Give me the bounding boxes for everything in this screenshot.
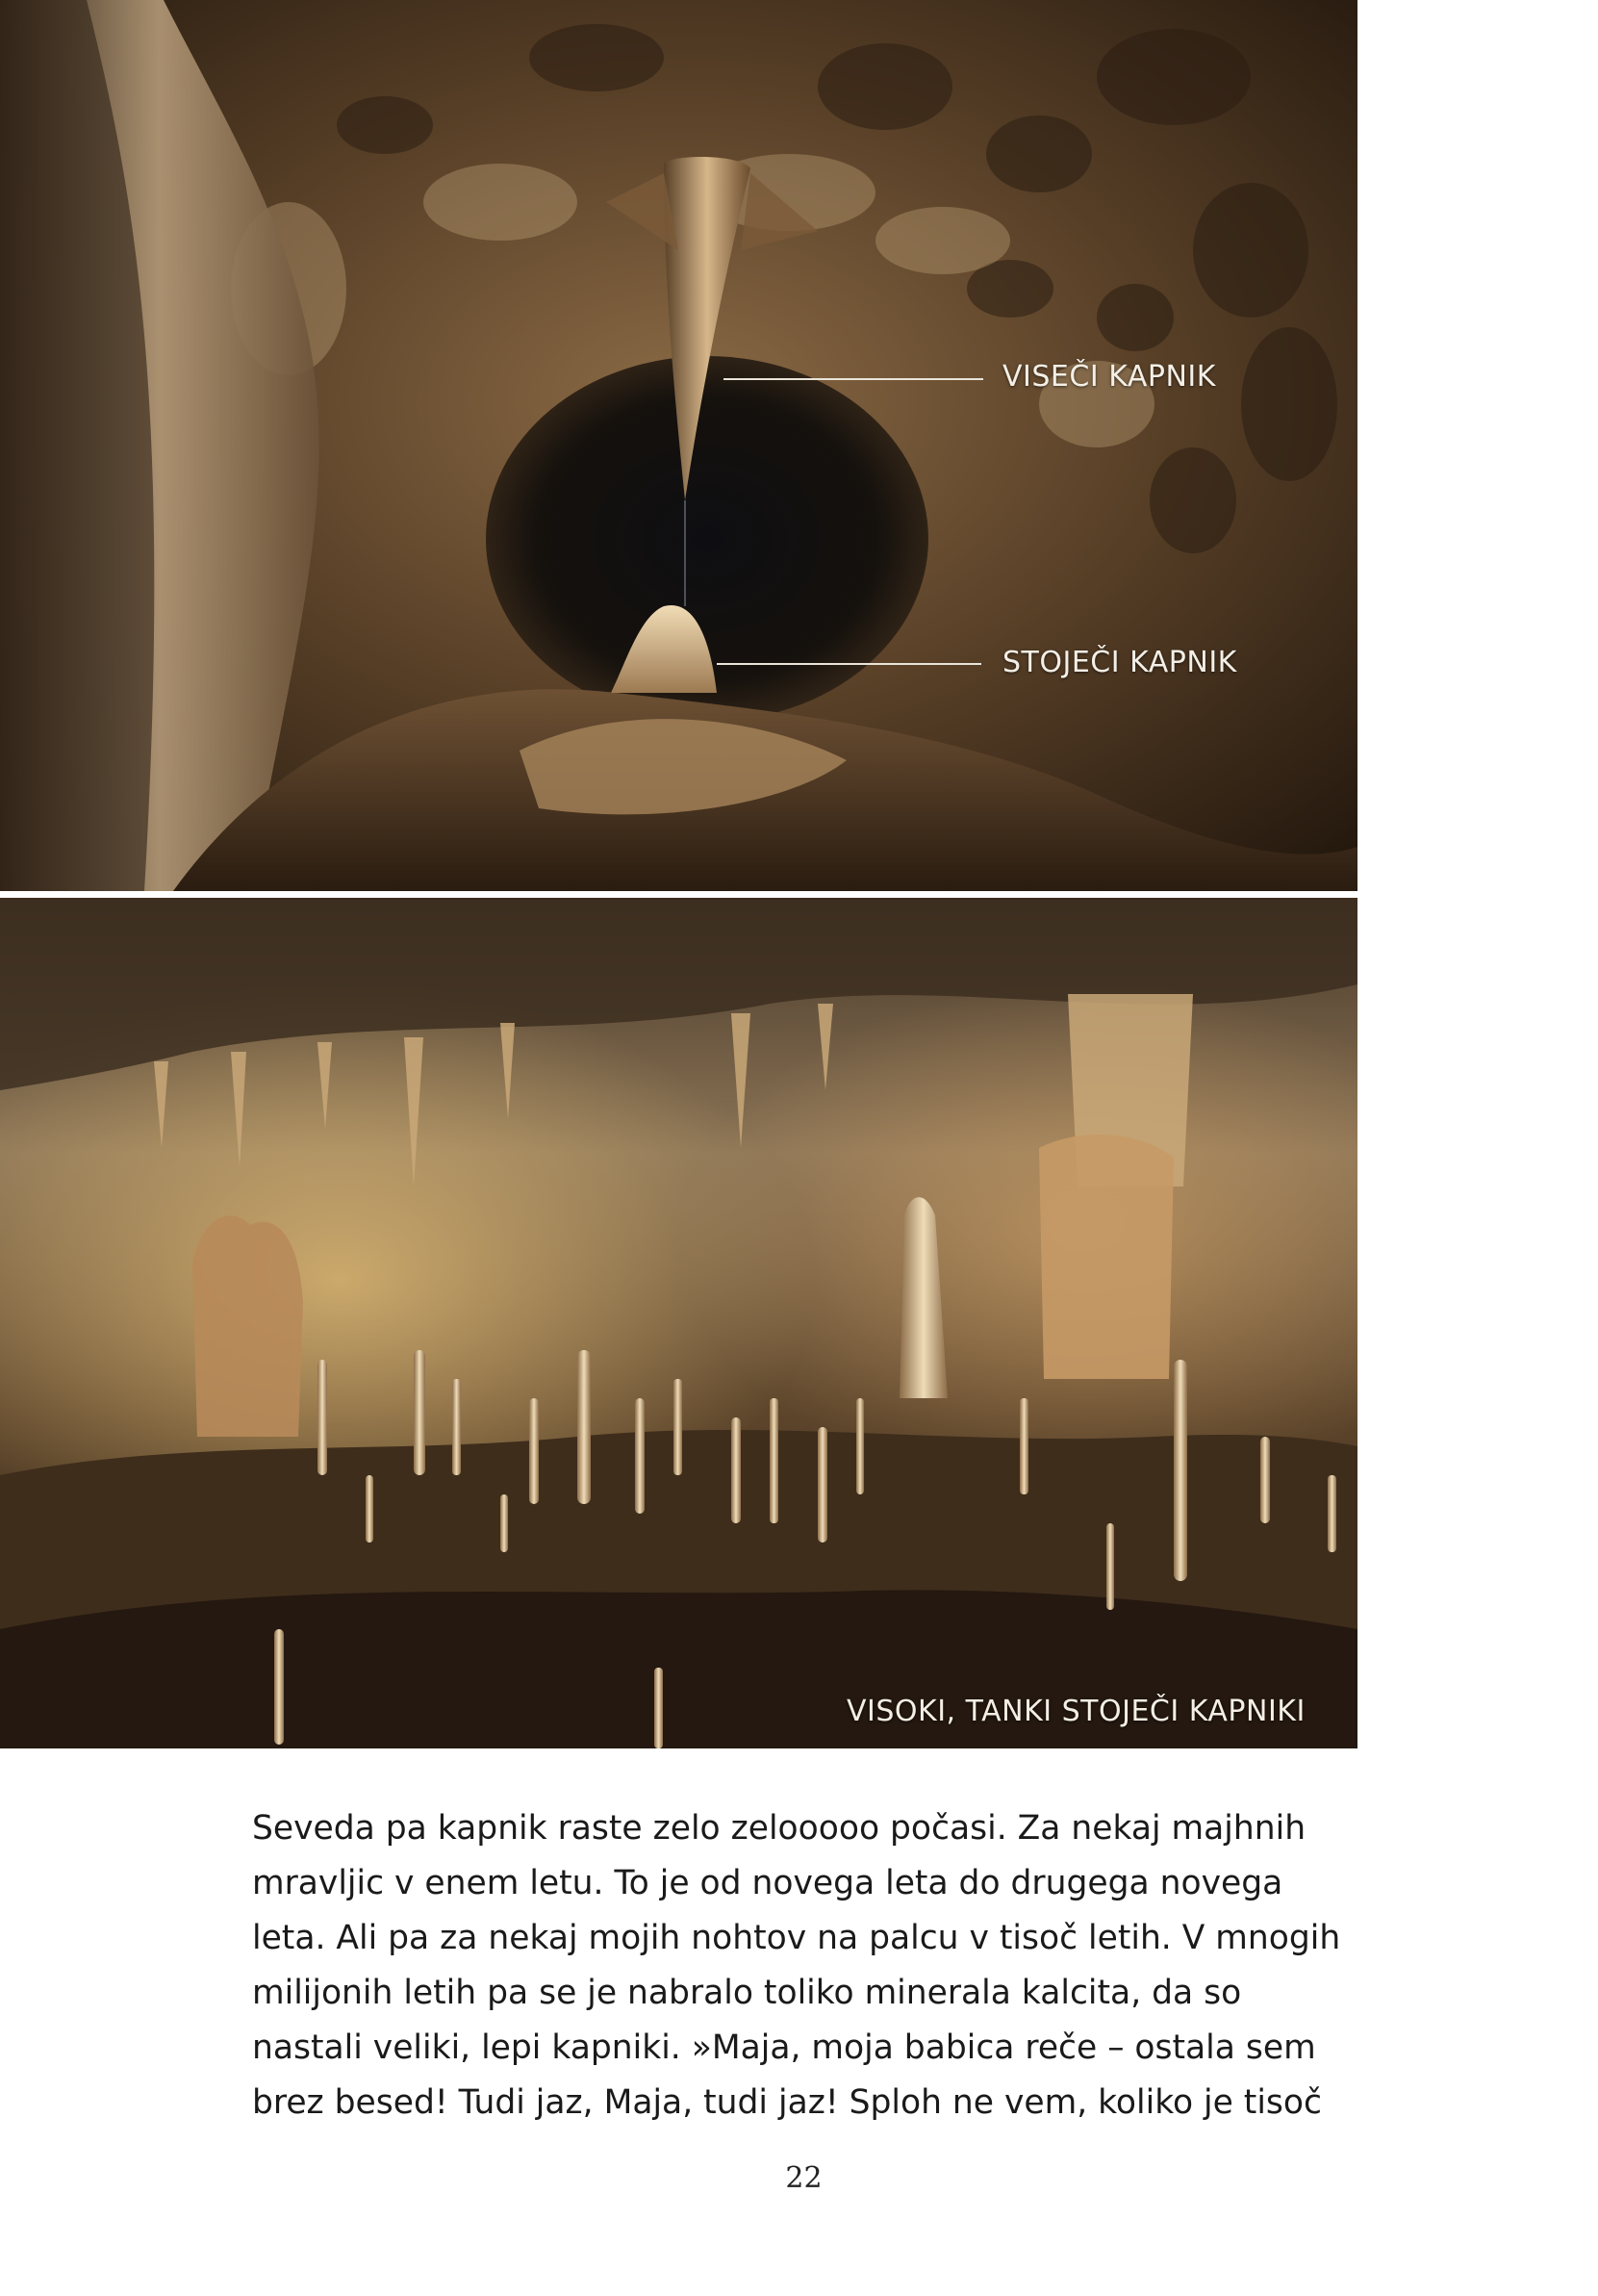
page-number: 22 — [785, 2161, 823, 2195]
body-line: milijonih letih pa se je nabralo toliko minerala kalcita, da so — [252, 1974, 1242, 2012]
body-line: nastali veliki, lepi kapniki. »Maja, moja babica reče – ostala sem — [252, 2028, 1316, 2067]
cave-photo-top — [0, 0, 1357, 891]
cave-photo-bottom — [0, 898, 1357, 1748]
body-line: brez besed! Tudi jaz, Maja, tudi jaz! Sploh ne vem, koliko je tisoč — [252, 2083, 1322, 2122]
standing-callout-line — [717, 663, 981, 665]
label-hanging-stalactite: VISEČI KAPNIK — [1002, 360, 1216, 394]
cave-illustration-bottom — [0, 898, 1357, 1748]
body-paragraph — [252, 1801, 1349, 2130]
label-standing-stalagmite: STOJEČI KAPNIK — [1002, 646, 1237, 679]
body-line: mravljic v enem letu. To je od novega leta do drugega novega — [252, 1864, 1283, 1902]
body-line: leta. Ali pa za nekaj mojih nohtov na palcu v tisoč letih. V mnogih — [252, 1919, 1341, 1957]
hanging-callout-line — [723, 378, 983, 380]
cave-illustration-top — [0, 0, 1357, 891]
body-line: Seveda pa kapnik raste zelo zelooooo počasi. Za nekaj majhnih — [252, 1809, 1306, 1848]
label-tall-thin-stalagmites: VISOKI, TANKI STOJEČI KAPNIKI — [847, 1695, 1306, 1728]
